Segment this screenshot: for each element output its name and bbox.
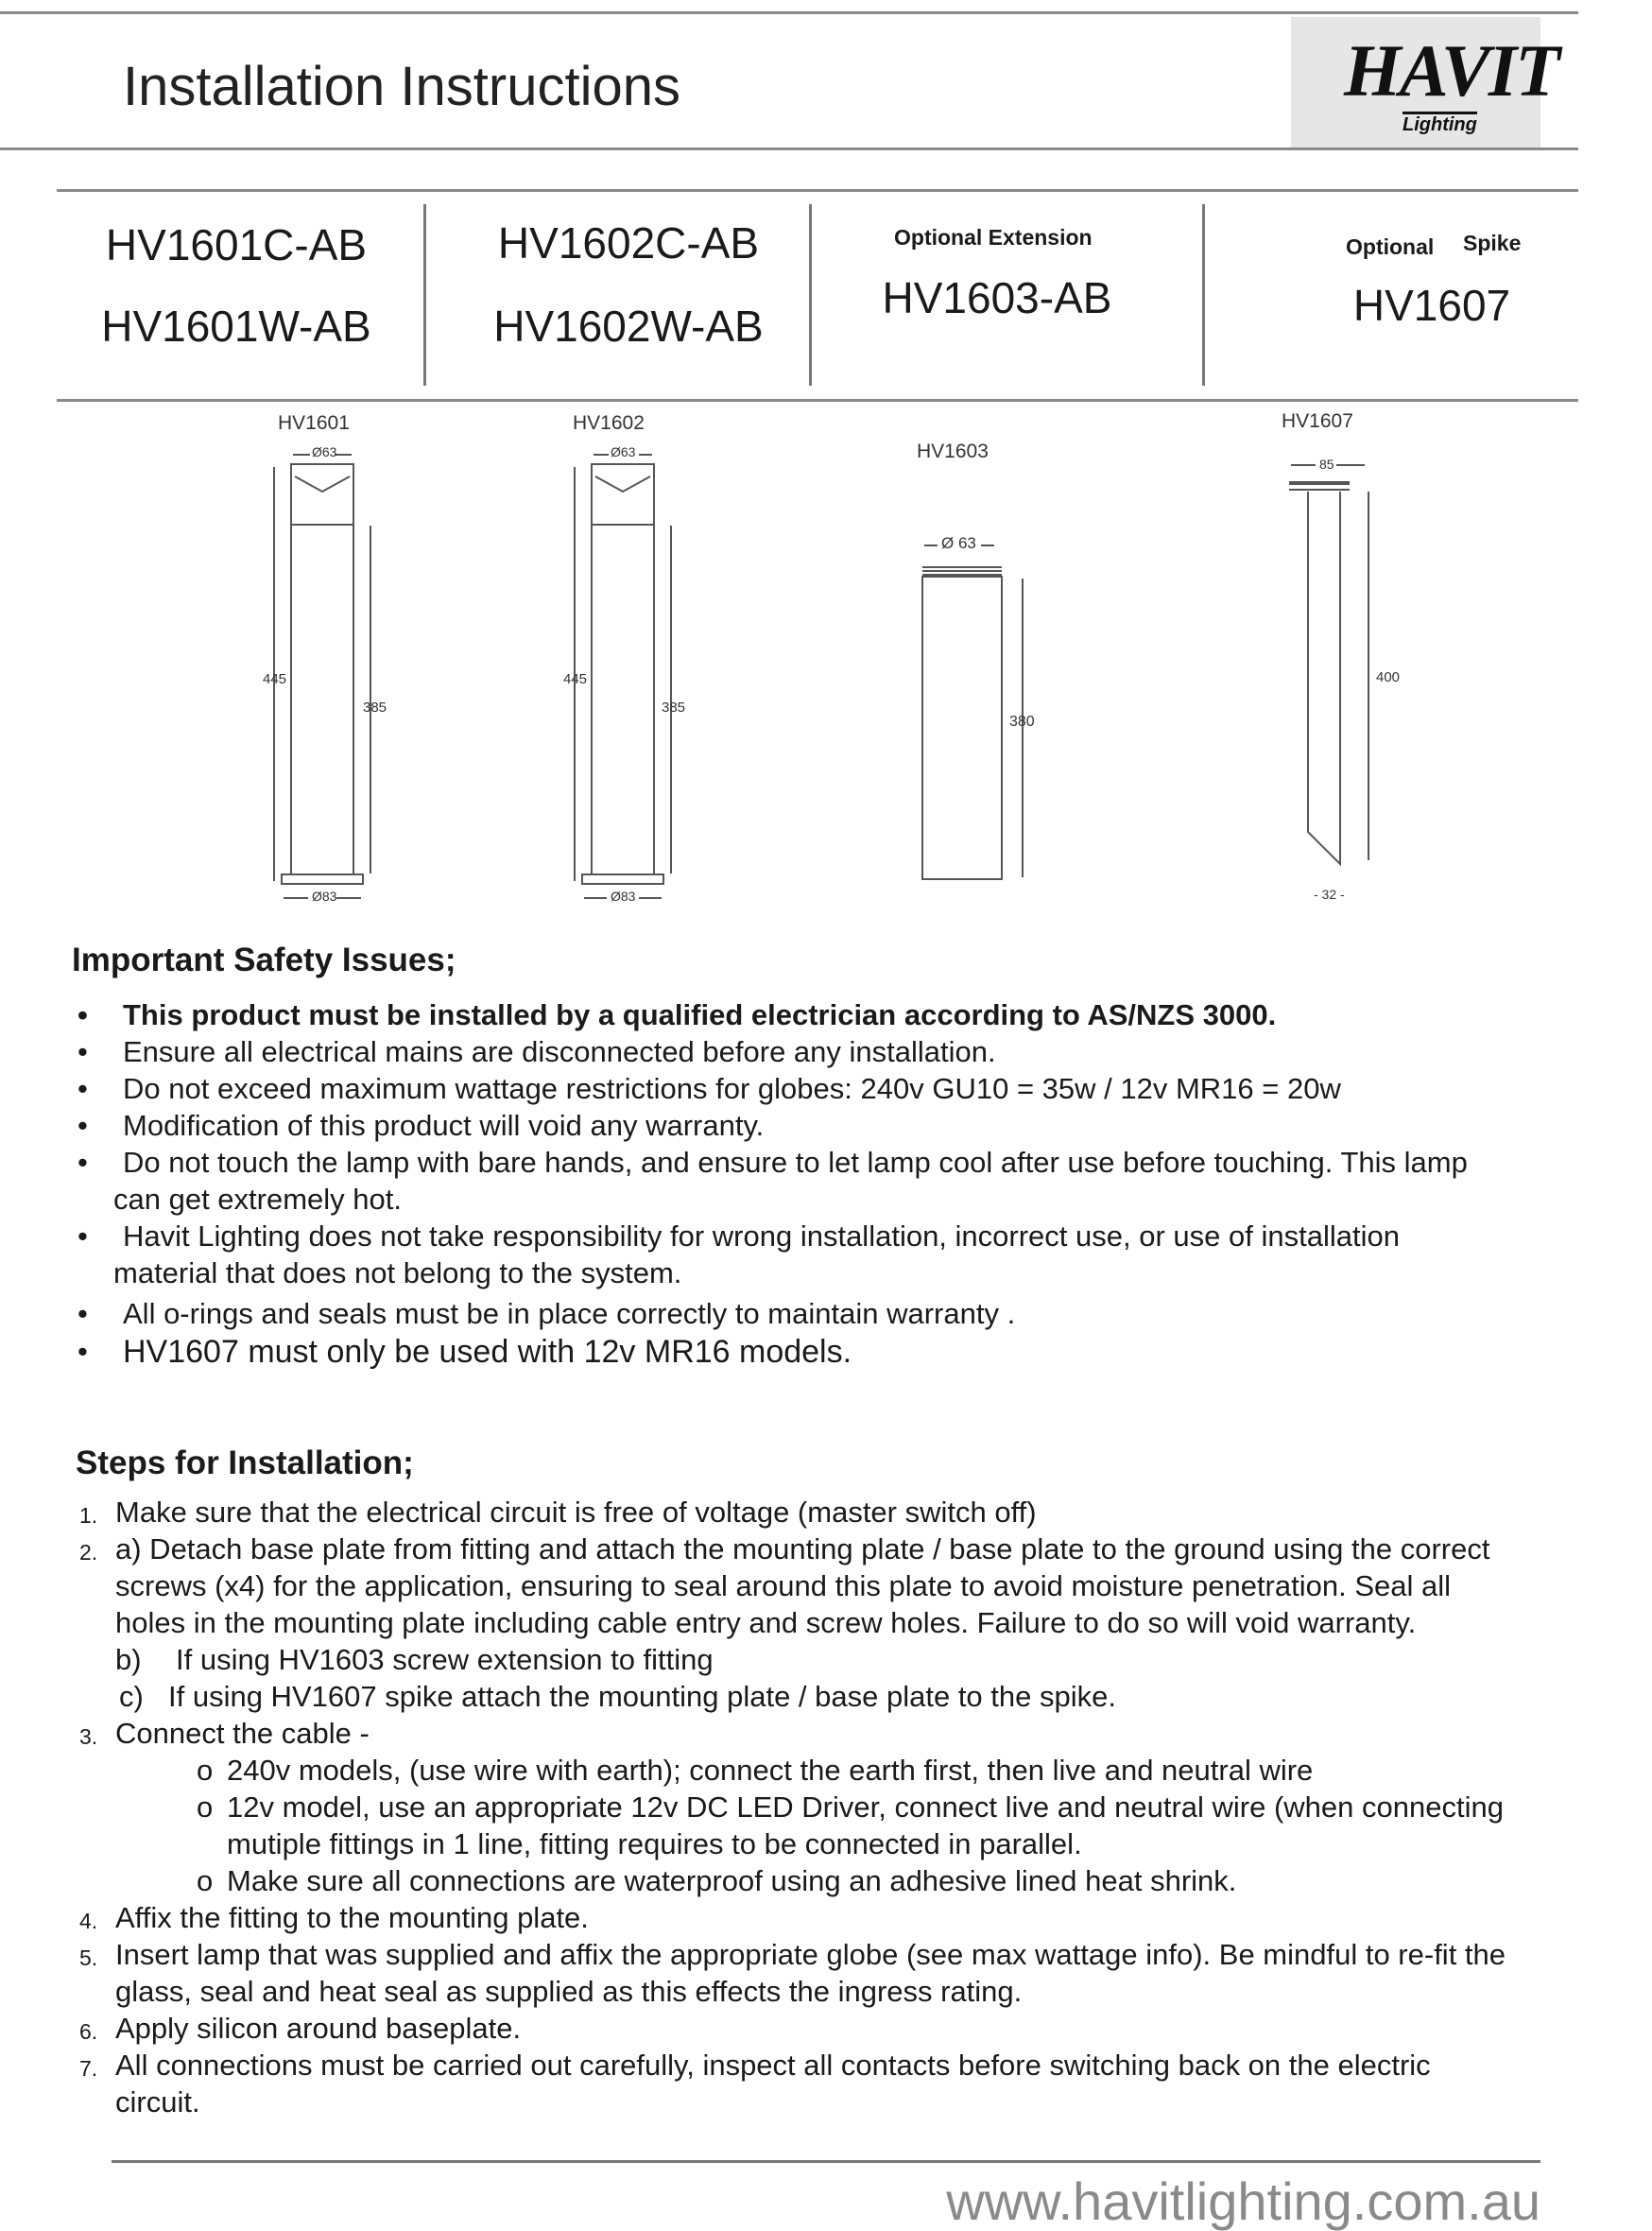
logo-brand: HAVIT (1344, 29, 1558, 112)
list-item: • Ensure all electrical mains are disconnected before any installation. (77, 1035, 996, 1068)
technical-drawings (0, 397, 1652, 926)
table-divider (423, 204, 426, 386)
dim-hv1607-tip: - 32 - (1314, 887, 1345, 902)
list-item: • Modification of this product will void any warranty. (77, 1109, 765, 1142)
model-hv1603: HV1603-AB (882, 273, 1112, 322)
safety-list (74, 996, 1586, 1372)
steps-heading: Steps for Installation; (76, 1444, 414, 1481)
list-item: • All o-rings and seals must be in place correctly to maintain warranty . (77, 1297, 1016, 1330)
drawing-hv1603 (922, 545, 1023, 879)
spike-label: Spike (1463, 231, 1522, 255)
list-item: o 12v model, use an appropriate 12v DC LED Driver, connect live and neutral wire (when connecting mutiple fittings in 1 line, fitting requires to be connected in parallel. (197, 1790, 1504, 1860)
diagram-label-hv1602: HV1602 (573, 412, 645, 434)
dim-hv1601-base: Ø83 (312, 889, 337, 904)
list-item: 5. Insert lamp that was supplied and affix the appropriate globe (see max wattage info). Be mindful to re-fit the glass, seal and heat seal as supplied as this effects the ingress rating. (79, 1938, 1506, 2008)
drawing-hv1601 (274, 455, 370, 898)
optional-extension-label: Optional Extension (894, 225, 1093, 250)
list-item: 2. a) Detach base plate from fitting and attach the mounting plate / base plate to the ground using the correct screws (x4) for the application, ensuring to seal around this plate to avoid moisture penetration. Seal all holes in the mounting plate including cable entry and screw holes. Failure to do so will void warranty. b) If using HV1603 screw extension to fitting c) If using HV1607 spike attach the mounting plate / base plate to the spike. (79, 1532, 1490, 1713)
model-hv1607: HV1607 (1352, 281, 1511, 330)
table-divider (1202, 204, 1205, 386)
dim-hv1601-total: 445 (263, 671, 287, 687)
dim-hv1601-body: 385 (363, 700, 387, 716)
list-item: • HV1607 must only be used with 12v MR16 models. (77, 1334, 852, 1370)
list-item: 7. All connections must be carried out carefully, inspect all contacts before switching back on the electric circuit. (79, 2049, 1431, 2119)
list-item: • Do not touch the lamp with bare hands, and ensure to let lamp cool after use before touching. This lamp can get extremely hot. (77, 1146, 1468, 1216)
dim-hv1602-base: Ø83 (611, 889, 636, 904)
footer-rule (112, 2160, 1540, 2163)
header-rule (0, 147, 1578, 150)
table-divider (809, 204, 812, 386)
logo (1291, 17, 1558, 149)
optional-label: Optional (1346, 234, 1435, 259)
list-item: 6. Apply silicon around baseplate. (79, 2012, 522, 2045)
top-rule (0, 11, 1578, 14)
dim-hv1602-top: Ø63 (611, 444, 636, 459)
drawing-hv1602 (575, 455, 671, 898)
steps-list (76, 1494, 1588, 2120)
list-item: • Do not exceed maximum wattage restrictions for globes: 240v GU10 = 35w / 12v MR16 = 20w (77, 1072, 1341, 1105)
table-top-rule (57, 189, 1578, 192)
dim-hv1601-top: Ø63 (312, 444, 337, 459)
dim-hv1607-height: 400 (1376, 669, 1401, 685)
safety-heading: Important Safety Issues; (72, 942, 456, 978)
dim-hv1603-height: 380 (1009, 714, 1035, 730)
logo-sub: Lighting (1402, 112, 1477, 136)
list-item: • This product must be installed by a qualified electrician according to AS/NZS 3000. (77, 998, 1277, 1031)
diagram-label-hv1603: HV1603 (917, 441, 989, 462)
dim-hv1602-body: 385 (662, 700, 686, 716)
list-item: o 240v models, (use wire with earth); connect the earth first, then live and neutral wire (197, 1754, 1314, 1787)
website-url: www.havitlighting.com.au (946, 2171, 1540, 2231)
dim-hv1603-top: Ø 63 (941, 534, 976, 552)
model-hv1602c: HV1602C-AB (497, 218, 760, 268)
list-item: 4. Affix the fitting to the mounting plate. (79, 1901, 589, 1934)
dim-hv1602-total: 445 (563, 671, 588, 687)
list-item: 1. Make sure that the electrical circuit is free of voltage (master switch off) (79, 1496, 1037, 1529)
model-hv1601w: HV1601W-AB (101, 302, 371, 351)
model-hv1601c: HV1601C-AB (105, 220, 368, 269)
model-hv1602w: HV1602W-AB (493, 302, 764, 351)
list-item: o Make sure all connections are waterproof using an adhesive lined heat shrink. (197, 1864, 1237, 1897)
dim-hv1607-width: 85 (1319, 457, 1334, 472)
list-item: • Havit Lighting does not take responsibility for wrong installation, incorrect use, or use of installation material that does not belong to the system. (77, 1219, 1400, 1289)
list-item: 3. Connect the cable - (79, 1717, 370, 1750)
diagram-label-hv1601: HV1601 (278, 412, 350, 434)
page-title: Installation Instructions (123, 56, 680, 117)
drawing-hv1607 (1289, 465, 1368, 864)
diagram-label-hv1607: HV1607 (1282, 410, 1353, 432)
